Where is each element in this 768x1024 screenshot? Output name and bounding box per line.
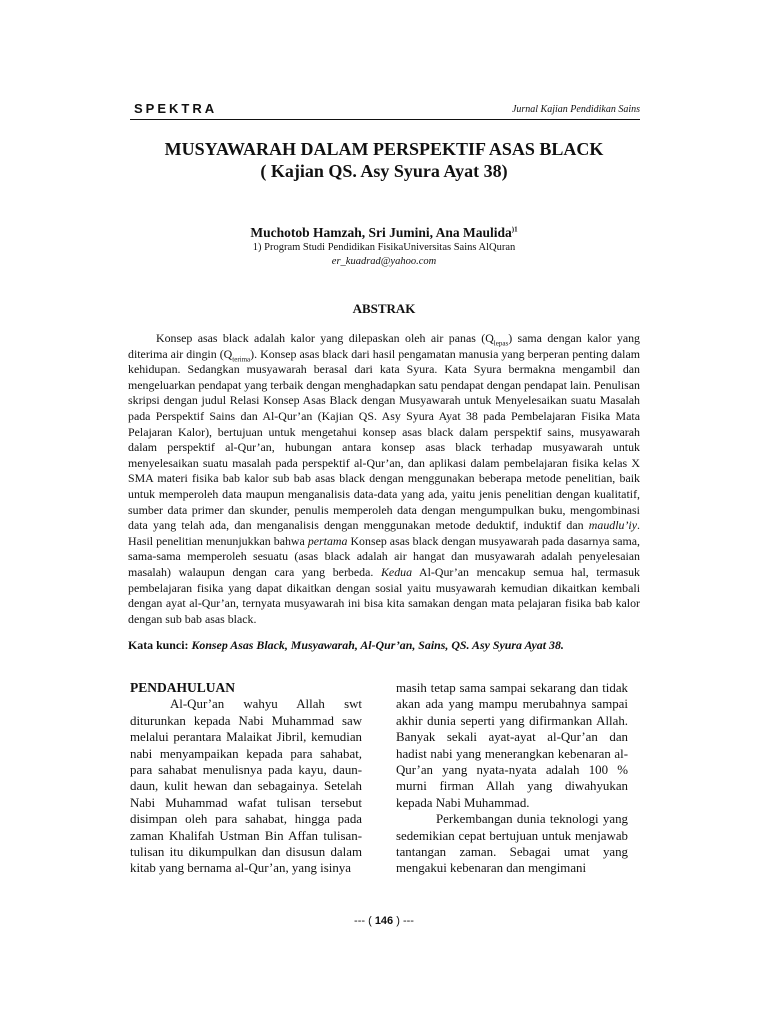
abstract-part: Al-Qur’an mencakup semua hal, termasuk pembelajaran fisika yang dapat dikaitkan dengan sosial yaitu musyawarah kemudian dikaitkan kembali dengan ayat al-Qur’an, ternyata musyawarah ini bisa kita samakan dengan mata pelajaran fisika bab kalor dengan sub bab asas black. (128, 564, 640, 626)
body-paragraph: Perkembangan dunia teknologi yang sedemikian cepat bertujuan untuk menjawab tantangan zaman. Sebagai umat yang mengakui kebenaran dan mengimani (396, 812, 628, 876)
journal-name: SPEKTRA (134, 101, 218, 116)
abstract-text (128, 331, 640, 627)
body-paragraph: masih tetap sama sampai sekarang dan tidak akan ada yang mampu merubahnya sampai akhir dunia seperti yang difirmankan Allah. Banyak sekali ayat-ayat al-Qur’an dan hadist nabi yang menerangkan kebenaran al-Qur’an yang nyata-nyata adalah 100 % murni firman Allah yang diwahyukan kepada Nabi Muhammad. (396, 681, 628, 810)
keywords-text: Konsep Asas Black, Musyawarah, Al-Qur’an, Sains, QS. Asy Syura Ayat 38. (191, 638, 564, 652)
abstract-part: ) sama dengan kalor yang diterima air dingin (Q (128, 331, 640, 361)
title-line-2: ( Kajian QS. Asy Syura Ayat 38) (260, 161, 508, 181)
abstract-part: Konsep asas black adalah kalor yang dilepaskan oleh air panas (Q (156, 331, 494, 345)
abstract-part: ). Konsep asas black dari hasil pengamatan manusia yang berperan penting dalam kehidupan. Sedangkan musyawarah berasal dari kata Syura. Kata Syura bermakna mengambil dan mengeluarkan pendapat yang terbaik dengan menghadapkan satu pendapat dengan pendapat lain. Penulisan skripsi dengan judul Relasi Konsep Asas Black dengan Musyawarah untuk Menyelesaikan suatu Masalah pada Perspektif Sains dan Al-Qur’an (Kajian QS. Asy Syura Ayat 38 pada Pembelajaran Fisika Mata Pelajaran Kalor), bertujuan untuk mengetahui konsep asas black dalam perspektif sains, musyawarah dalam perspektif al-Qur’an, hubungan antara konsep asas black terhadap musyawarah untuk menyelesaikan suatu masalah pada perspektif al-Qur’an, dan aplikasi dalam pembelajaran fisika kelas X SMA materi fisika bab kalor sub bab asas black dengan menggunakan beberapa metode penelitian, baik untuk memperoleh data maupun menganalisis data-data yang ada, yaitu jenis penelitian dengan kualitatif, sumber data primer dan skunder, penulis memperoleh data dengan mengumpulkan buku, mengombinasi data yang telah ada, dan menganalisis dengan menggunakan metode deduktif, induktif dan (128, 346, 640, 533)
subscript-lepas: lepas (493, 339, 509, 348)
abstract-part: Konsep asas black dengan musyawarah pada dasarnya sama, sama-sama memperoleh sesuatu (asas black adalah air hangat dan musyawarah adalah penyelesaian masalah) walaupun dengan cara yang berbeda. (128, 533, 640, 579)
subscript-terima: terima (232, 354, 251, 363)
keywords (128, 638, 640, 653)
abstract-emphasis: pertama (307, 533, 348, 548)
title-line-1: MUSYAWARAH DALAM PERSPEKTIF ASAS BLACK (164, 139, 604, 159)
journal-subtitle: Jurnal Kajian Pendidikan Sains (511, 104, 640, 115)
abstract-heading: ABSTRAK (352, 301, 416, 316)
author-email: er_kuadrad@yahoo.com (331, 256, 437, 267)
page-number (0, 915, 768, 927)
body-column-right (396, 680, 628, 877)
body-paragraph: Al-Qur’an wahyu Allah swt diturunkan kepada Nabi Muhammad saw melalui perantara Malaikat Jibril, kemudian nabi menyampaikan kepada para sahabat, para sahabat menulisnya pada kayu, daun-daun, kulit hewan dan sebagainya. Setelah Nabi Muhammad wafat tulisan tersebut disimpan oleh para sahabat, hingga pada zaman Khalifah Ustman Bin Affan tulisan-tulisan itu dikumpulkan dan disusun dalam kitab yang bernama al-Qur’an, yang isinya (130, 697, 362, 876)
abstract-emphasis: Kedua (380, 564, 413, 579)
header-divider (130, 119, 640, 120)
paper-title (100, 138, 668, 182)
keywords-label: Kata kunci: (128, 638, 192, 652)
author-names: Muchotob Hamzah, Sri Jumini, Ana Maulida (250, 225, 512, 240)
page-number-suffix: ) --- (393, 915, 414, 927)
abstract-emphasis: maudlu’iy (588, 518, 638, 533)
body-column-left (130, 680, 362, 877)
author-list (100, 225, 668, 241)
affiliation: 1) Program Studi Pendidikan FisikaUniversitas Sains AlQuran (252, 242, 516, 253)
author-superscript: )1 (511, 225, 518, 234)
page-number-prefix: --- ( (354, 915, 375, 927)
page-number-value: 146 (374, 915, 394, 927)
abstract-part: . Hasil penelitian menunjukkan bahwa (128, 518, 640, 548)
section-heading: PENDAHULUAN (130, 680, 236, 695)
